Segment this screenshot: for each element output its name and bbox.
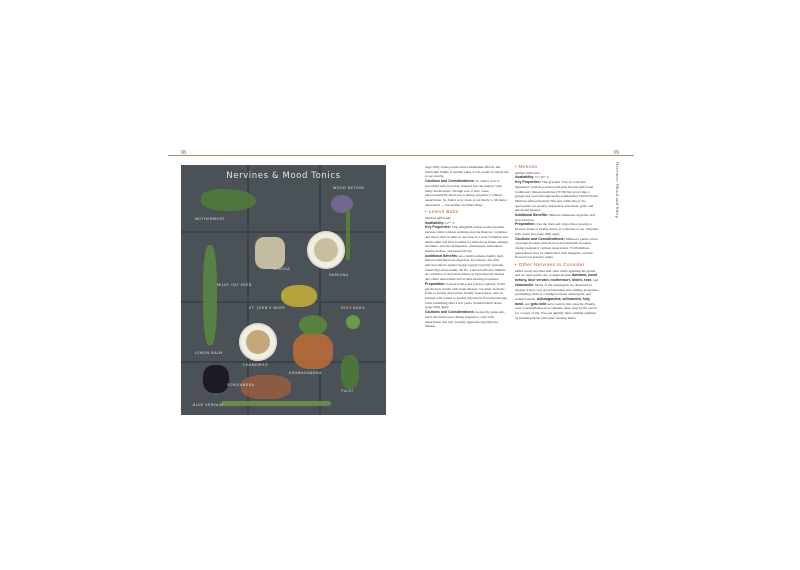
paragraph: Additional Benefits: Mimosa stimulates digestive and liver function. — [515, 213, 595, 222]
label-tulsi: TULSI — [341, 389, 354, 393]
paragraph: Other lovely nervines that calm while uplifting the spirits and are appropriate day or night include damiana, wood betony, blue vervain, motherwort, linden, rose, and chamomile. Many of the adaptogens we discussed in chapter 3 have very good balancing and calming properties, positioning them as a bridge between adaptogenic and sedative herbs. Ashwagandha, schisandra, holy basil, and gotu kola serve well in this capacity. Finally, can't overemphasize how valuable these tasty herbs can be for a range of ills. You can amplify their calming qualities by blending them with other relaxing herbs. — [515, 268, 599, 320]
label-mimosa: MIMOSA — [273, 267, 291, 271]
text-column-2 — [515, 165, 599, 321]
section-heading-other-nervines: • Other Nervines to Consider — [515, 262, 585, 268]
paragraph: Key Properties: This delightful lemon-scented garden nervine calms without sedating and can improve cognition and mood with as little as one dose in 1 hour! Children and adults alike will find it useful for mild mood funks, anxiety, insomnia, nervous indigestion, restlessness, inattention, mental decline, and hyperactivity. — [425, 225, 509, 253]
label-schisandra: SCHISANDRA — [227, 383, 255, 387]
photo-title: Nervines & Mood Tonics — [226, 171, 341, 181]
paragraph: Cautions and Considerations: Generally quite safe, but it should be used during pregnancy only with supervision and may (rarely) aggravate hypothyroid disease. — [425, 310, 505, 329]
chamomile-bowl — [239, 323, 277, 361]
label-damiana: DAMIANA — [329, 273, 349, 277]
paragraph: Preparation: Use the bark and twigs (more potent) or flowers, fresh or freshly dried, as a tincture or tea. Standard herb doses (see page 298) apply. — [515, 222, 599, 236]
label-st-johns-wort: ST. JOHN'S WORT — [249, 306, 286, 310]
paragraph: Cautions and Considerations: Mimosa's gentle active overtakes if taken without food and shouldn't be taken during pregnancy without supervision. TCM mimosa preparations may be adulterated with magnolia, and the flowers lose potency easily. — [515, 236, 598, 260]
header-rule — [168, 155, 634, 156]
label-ashwagandha: ASHWAGANDHA — [289, 371, 322, 375]
paragraph: Key Properties: This graceful "tree of collective happiness" with its powder-puff pink blooms hails from traditional Chinese medicine (TCM) but grows like a (gorgeous) weed throughout the southeastern United States. Mimosa almost instantly lifts and calms mood. It's appropriate for anxiety, depression, insomnia, grief, and emotional tension. — [515, 180, 599, 213]
label-holy-basil: HOLY BASIL — [341, 306, 366, 310]
ashwagandha-herb — [293, 333, 333, 369]
latin-name: Melissa officinalis — [425, 216, 451, 221]
herb-photo — [181, 165, 386, 415]
tulsi-herb — [341, 355, 359, 389]
label-motherwort: MOTHERWORT — [195, 217, 225, 221]
label-chamomile: CHAMOMILE — [243, 363, 269, 367]
label-milky-oat: MILKY OAT SEED — [217, 283, 252, 287]
ashwagandha-leaves — [299, 315, 327, 335]
holy-basil-herb — [346, 315, 360, 329]
page-number-left: 38 — [180, 150, 186, 156]
paragraph: Additional Benefits: As a mild hormone-family herb, lemon balm improves digestion. Its lemony oils offer antiviral effects against herpes (apply topically and take internally) and possibly the flu. Lemon balm also inhibits an overdrive of thyroid hormone in hyperthyroid disease and offers antioxidant and wound-healing properties. — [425, 253, 506, 282]
wood-betony-stem — [346, 210, 350, 260]
label-wood-betony: WOOD BETONY — [333, 186, 365, 190]
mimosa-herb — [255, 237, 285, 269]
st-johns-wort-herb — [281, 285, 317, 307]
running-title: Nervines: Mood and Sleep — [615, 162, 620, 219]
label-blue-vervain: BLUE VERVAIN — [193, 403, 224, 407]
section-heading-mimosa: • Mimosa — [515, 164, 538, 169]
blue-vervain-herb — [221, 401, 331, 406]
paragraph: Preparation: Lemon balm loses potency quickly. You'll get the best results with fresh tincture, tea made from the fresh or freshly dried plant, freshly frozen juice, and oil infused with wilted or freshly dried herb. Even the tincture loses something after a few years. Standard herb doses (page 298) apply. — [425, 281, 508, 310]
availability: Availability: G++ C — [425, 220, 456, 225]
latin-name: Albizia julibrissin — [515, 170, 540, 175]
availability: Availability: G+ W+ C — [515, 175, 550, 180]
book-spread — [168, 146, 634, 432]
damiana-bowl — [307, 231, 345, 269]
paragraph: Cautions and Considerations: St. John's wort is incredibly safe; however, internal use can interact with many medications. Though rare, it may cause photosensitivity. Don't use it during pregnancy without supervision. St. John's wort alone is not likely to lift major depression — but neither are SSRI drugs. — [425, 179, 507, 207]
milky-oat-herb — [203, 245, 217, 345]
paragraph: page 298). Some people notice immediate effects, but, much like SSRIs, it usually takes 4 to 6 weeks of steady use to see results. — [425, 165, 509, 179]
text-column-1 — [425, 165, 509, 329]
section-heading-lemon-balm: • Lemon Balm — [425, 209, 459, 215]
label-lemon-balm: LEMON BALM — [195, 351, 223, 355]
schisandra-roots — [241, 375, 291, 399]
schisandra-berries — [203, 365, 229, 393]
motherwort-herb — [201, 189, 256, 211]
page-number-right: 39 — [613, 150, 619, 156]
